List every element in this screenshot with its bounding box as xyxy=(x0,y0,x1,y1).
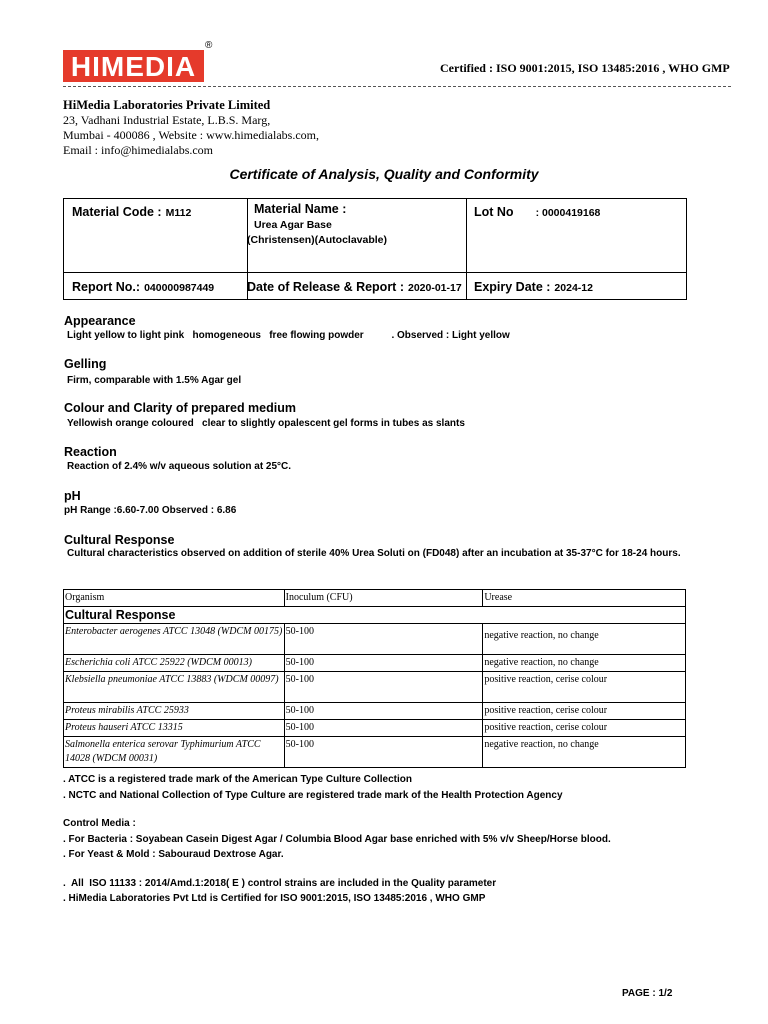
company-address xyxy=(63,98,319,158)
material-name-line1: Urea Agar Base xyxy=(254,219,332,231)
table-row xyxy=(64,737,686,768)
gelling-text: Firm, comparable with 1.5% Agar gel xyxy=(67,375,242,386)
colour-clarity-text: Yellowish orange coloured clear to slightly opalescent gel forms in tubes as slants xyxy=(67,418,465,429)
note-yeast: . For Yeast & Mold : Sabouraud Dextrose Agar. xyxy=(63,849,284,860)
control-media-heading: Control Media : xyxy=(63,818,136,829)
table-section-label: Cultural Response xyxy=(64,607,686,624)
table-row xyxy=(64,655,686,672)
colour-clarity-heading: Colour and Clarity of prepared medium xyxy=(64,401,296,415)
release-date-value: 2020-01-17 xyxy=(407,282,462,294)
ph-text: pH Range :6.60-7.00 Observed : 6.86 xyxy=(64,505,237,516)
urease-cell: positive reaction, cerise colour xyxy=(483,703,686,720)
himedia-logo: HIMEDIA xyxy=(63,50,204,82)
material-code-label: Material Code : xyxy=(72,205,162,219)
expiry-date-value: 2024-12 xyxy=(554,282,593,294)
table-header-row xyxy=(64,590,686,607)
address-line-1: 23, Vadhani Industrial Estate, L.B.S. Marg, xyxy=(63,113,271,127)
material-info-box xyxy=(63,198,687,300)
table-row xyxy=(64,672,686,703)
gelling-heading: Gelling xyxy=(64,357,107,371)
urease-cell: negative reaction, no change xyxy=(483,624,686,655)
email-line: Email : info@himedialabs.com xyxy=(63,143,214,157)
note-bacteria: . For Bacteria : Soyabean Casein Digest Agar / Columbia Blood Agar base enriched with 5% v/v Sheep/Horse blood. xyxy=(63,834,611,845)
note-atcc: . ATCC is a registered trade mark of the American Type Culture Collection xyxy=(63,774,412,785)
cultural-response-table xyxy=(63,589,686,768)
organism-cell: Salmonella enterica serovar Typhimurium ATCC 14028 (WDCM 00031) xyxy=(64,737,285,768)
appearance-heading: Appearance xyxy=(64,314,136,328)
ph-heading: pH xyxy=(64,489,81,503)
release-date-label: Date of Release & Report : xyxy=(247,280,404,294)
lot-no-label: Lot No xyxy=(474,205,514,219)
organism-cell: Escherichia coli ATCC 25922 (WDCM 00013) xyxy=(64,655,285,672)
reaction-text: Reaction of 2.4% w/v aqueous solution at 25°C. xyxy=(67,461,292,472)
company-name: HiMedia Laboratories Private Limited xyxy=(63,98,271,112)
organism-cell: Proteus hauseri ATCC 13315 xyxy=(64,720,285,737)
table-row xyxy=(64,624,686,655)
header-inoculum: Inoculum (CFU) xyxy=(284,590,483,607)
header-organism: Organism xyxy=(64,590,285,607)
organism-cell: Enterobacter aerogenes ATCC 13048 (WDCM 00175) xyxy=(64,624,285,655)
inoculum-cell: 50-100 xyxy=(284,655,483,672)
table-row xyxy=(64,720,686,737)
cultural-response-text: Cultural characteristics observed on addition of sterile 40% Urea Soluti on (FD048) after an incubation at 35-37°C for 18-24 hours. xyxy=(67,548,681,559)
cultural-response-heading: Cultural Response xyxy=(64,533,175,547)
certified-text: Certified : ISO 9001:2015, ISO 13485:2016 , WHO GMP xyxy=(440,61,730,75)
table-row xyxy=(64,703,686,720)
table-section-row xyxy=(64,607,686,624)
expiry-date-label: Expiry Date : xyxy=(474,280,551,294)
material-name-label: Material Name : xyxy=(254,202,347,216)
material-name-line2: (Christensen)(Autoclavable) xyxy=(247,234,388,246)
registered-mark: ® xyxy=(205,40,213,51)
inoculum-cell: 50-100 xyxy=(284,672,483,703)
report-no-label: Report No.: xyxy=(72,280,141,294)
note-himedia-cert: . HiMedia Laboratories Pvt Ltd is Certified for ISO 9001:2015, ISO 13485:2016 , WHO GMP xyxy=(63,893,486,904)
document-title: Certificate of Analysis, Quality and Conformity xyxy=(229,166,539,182)
urease-cell: negative reaction, no change xyxy=(483,737,686,768)
urease-cell: negative reaction, no change xyxy=(483,655,686,672)
inoculum-cell: 50-100 xyxy=(284,703,483,720)
note-nctc: . NCTC and National Collection of Type Culture are registered trade mark of the Health Protection Agency xyxy=(63,790,563,801)
inoculum-cell: 50-100 xyxy=(284,624,483,655)
material-code-value: M112 xyxy=(165,207,192,219)
note-iso: . All ISO 11133 : 2014/Amd.1:2018( E ) control strains are included in the Quality parameter xyxy=(63,878,497,889)
lot-no-value: : 0000419168 xyxy=(535,207,601,219)
report-no-value: 040000987449 xyxy=(144,282,215,294)
header-urease: Urease xyxy=(483,590,686,607)
reaction-heading: Reaction xyxy=(64,445,117,459)
organism-cell: Klebsiella pneumoniae ATCC 13883 (WDCM 00097) xyxy=(64,672,285,703)
page-number: PAGE : 1/2 xyxy=(622,988,673,999)
urease-cell: positive reaction, cerise colour xyxy=(483,720,686,737)
inoculum-cell: 50-100 xyxy=(284,737,483,768)
urease-cell: positive reaction, cerise colour xyxy=(483,672,686,703)
inoculum-cell: 50-100 xyxy=(284,720,483,737)
organism-cell: Proteus mirabilis ATCC 25933 xyxy=(64,703,285,720)
appearance-text: Light yellow to light pink homogeneous free flowing powder . Observed : Light yellow xyxy=(67,330,510,341)
header-divider xyxy=(63,86,731,87)
address-line-2: Mumbai - 400086 , Website : www.himedialabs.com, xyxy=(63,128,319,142)
